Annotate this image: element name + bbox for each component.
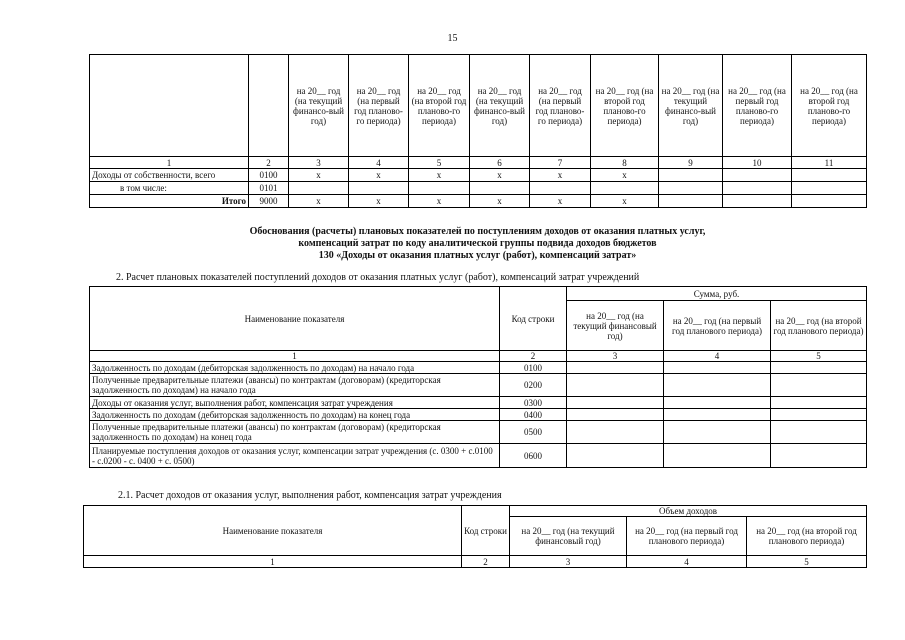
table-cell: [664, 409, 771, 421]
table-cell: [664, 362, 771, 374]
table-cell: [771, 409, 867, 421]
row-name: Полученные предварительные платежи (авансы) по контрактам (договорам) (кредиторская задолженность по доходам) на конец года: [90, 421, 500, 444]
year-header: на 20__ год (на второй год планового периода): [771, 301, 867, 351]
table-cell: x: [289, 169, 349, 182]
row-name: Задолженность по доходам (дебиторская задолженность по доходам) на начало года: [90, 362, 500, 374]
revenue-plan-table: [89, 286, 867, 468]
column-number: 9: [659, 157, 723, 169]
row-code: 0100: [500, 362, 567, 374]
column-number: 10: [723, 157, 792, 169]
table-cell: [771, 362, 867, 374]
heading-line: Обоснования (расчеты) плановых показателей по поступлениям доходов от оказания платных услуг,: [249, 226, 706, 237]
column-number-row: [90, 351, 867, 362]
table-cell: x: [409, 169, 470, 182]
table-cell: [664, 444, 771, 468]
year-header: на 20__ год (на текущий финансовый год): [510, 517, 627, 556]
row-code: 0400: [500, 409, 567, 421]
table-cell: [771, 397, 867, 409]
table-cell: x: [591, 195, 659, 208]
table-cell: [567, 362, 664, 374]
table-row: [90, 444, 867, 468]
column-number: 2: [500, 351, 567, 362]
year-header: на 20__ год (на второй год планового периода): [747, 517, 867, 556]
row-code: 0200: [500, 374, 567, 397]
column-number: 2: [249, 157, 289, 169]
column-number: 5: [409, 157, 470, 169]
table-cell: x: [470, 195, 530, 208]
table-cell: [723, 182, 792, 195]
table-header-row: [90, 55, 867, 157]
name-header: Наименование показателя: [90, 287, 500, 351]
row-name: Доходы от оказания услуг, выполнения работ, компенсация затрат учреждения: [90, 397, 500, 409]
row-code: 0300: [500, 397, 567, 409]
table-row: [90, 374, 867, 397]
sum-header: Сумма, руб.: [567, 287, 867, 301]
code-header: Код строки: [462, 506, 510, 556]
table-cell: x: [289, 195, 349, 208]
year-header: на 20__ год (на первый год планового периода): [627, 517, 747, 556]
page-number: 15: [447, 33, 458, 44]
column-number: 4: [664, 351, 771, 362]
header-cell: на 20__ год (на первый год планово-го периода): [723, 55, 792, 157]
column-number: 8: [591, 157, 659, 169]
column-number: 2: [462, 556, 510, 568]
row-name: Итого: [90, 195, 249, 208]
row-name: Задолженность по доходам (дебиторская задолженность по доходам) на конец года: [90, 409, 500, 421]
header-cell: на 20__ год (на текущий финансо-вый год): [659, 55, 723, 157]
column-number: 5: [771, 351, 867, 362]
table-cell: [659, 182, 723, 195]
table-cell: [664, 397, 771, 409]
table-cell: [567, 374, 664, 397]
row-name: Доходы от собственности, всего: [90, 169, 249, 182]
table-cell: [771, 374, 867, 397]
row-name: Планируемые поступления доходов от оказания услуг, компенсации затрат учреждения (с. 0300 + с.0100 - с.0200 - с. 0400 + с. 0500): [90, 444, 500, 468]
column-number: 1: [90, 157, 249, 169]
table-cell: x: [349, 195, 409, 208]
row-code: 0500: [500, 421, 567, 444]
column-number: 4: [349, 157, 409, 169]
header-cell: [90, 55, 249, 157]
table-cell: [289, 182, 349, 195]
header-cell: на 20__ год (на второй год планово-го периода): [792, 55, 867, 157]
row-code: 9000: [249, 195, 289, 208]
column-number: 3: [510, 556, 627, 568]
row-code: 0101: [249, 182, 289, 195]
header-cell: на 20__ год (на первый год планово-го периода): [530, 55, 591, 157]
table-row: [90, 421, 867, 444]
year-header: на 20__ год (на первый год планового периода): [664, 301, 771, 351]
table-cell: x: [409, 195, 470, 208]
table-cell: [664, 374, 771, 397]
header-cell: на 20__ год (на второй год планово-го периода): [409, 55, 470, 157]
table-row: [90, 362, 867, 374]
table-cell: [771, 421, 867, 444]
table-cell: [792, 182, 867, 195]
header-cell: на 20__ год (на текущий финансо-вый год): [289, 55, 349, 157]
table-cell: [567, 444, 664, 468]
column-number-row: [90, 157, 867, 169]
table-cell: x: [530, 195, 591, 208]
table-row: [90, 397, 867, 409]
table-row: [90, 169, 867, 182]
name-header: Наименование показателя: [84, 506, 462, 556]
volume-header: Объем доходов: [510, 506, 867, 517]
table-row-total: [90, 195, 867, 208]
header-cell: [249, 55, 289, 157]
header-cell: на 20__ год (на текущий финансо-вый год): [470, 55, 530, 157]
revenue-table-top: [89, 54, 867, 208]
table-cell: [664, 421, 771, 444]
column-number: 7: [530, 157, 591, 169]
table-cell: x: [349, 169, 409, 182]
table-cell: [792, 169, 867, 182]
table-cell: [659, 169, 723, 182]
section-2-title: 2. Расчет плановых показателей поступлений доходов от оказания платных услуг (работ), компенсаций затрат учреждений: [116, 272, 640, 283]
section-2-1-title: 2.1. Расчет доходов от оказания услуг, выполнения работ, компенсация затрат учреждения: [118, 490, 502, 501]
column-number: 1: [90, 351, 500, 362]
table-row: [90, 409, 867, 421]
table-cell: [771, 444, 867, 468]
heading-line: компенсаций затрат по коду аналитической группы подвида доходов бюджетов: [298, 238, 657, 249]
table-cell: [567, 421, 664, 444]
table-cell: [591, 182, 659, 195]
table-header-row: [84, 506, 867, 517]
column-number-row: [84, 556, 867, 568]
table-cell: x: [530, 169, 591, 182]
table-cell: [792, 195, 867, 208]
table-cell: [659, 195, 723, 208]
header-cell: на 20__ год (на второй год планово-го периода): [591, 55, 659, 157]
service-revenue-table: [83, 505, 867, 568]
row-code: 0100: [249, 169, 289, 182]
table-cell: x: [470, 169, 530, 182]
row-code: 0600: [500, 444, 567, 468]
table-header-row: [90, 287, 867, 301]
table-row: [90, 182, 867, 195]
table-cell: [530, 182, 591, 195]
header-cell: на 20__ год (на первый год планово-го периода): [349, 55, 409, 157]
column-number: 1: [84, 556, 462, 568]
table-cell: [723, 169, 792, 182]
table-cell: [409, 182, 470, 195]
row-name: в том числе:: [90, 182, 249, 195]
table-cell: [723, 195, 792, 208]
column-number: 11: [792, 157, 867, 169]
table-cell: [470, 182, 530, 195]
column-number: 3: [289, 157, 349, 169]
heading-line: 130 «Доходы от оказания платных услуг (работ), компенсаций затрат»: [318, 250, 637, 261]
table-cell: [567, 409, 664, 421]
row-name: Полученные предварительные платежи (авансы) по контрактам (договорам) (кредиторская задолженность по доходам) на начало года: [90, 374, 500, 397]
column-number: 4: [627, 556, 747, 568]
justification-heading: [90, 226, 865, 262]
table-cell: [349, 182, 409, 195]
column-number: 3: [567, 351, 664, 362]
column-number: 6: [470, 157, 530, 169]
table-cell: x: [591, 169, 659, 182]
table-cell: [567, 397, 664, 409]
year-header: на 20__ год (на текущий финансовый год): [567, 301, 664, 351]
code-header: Код строки: [500, 287, 567, 351]
column-number: 5: [747, 556, 867, 568]
